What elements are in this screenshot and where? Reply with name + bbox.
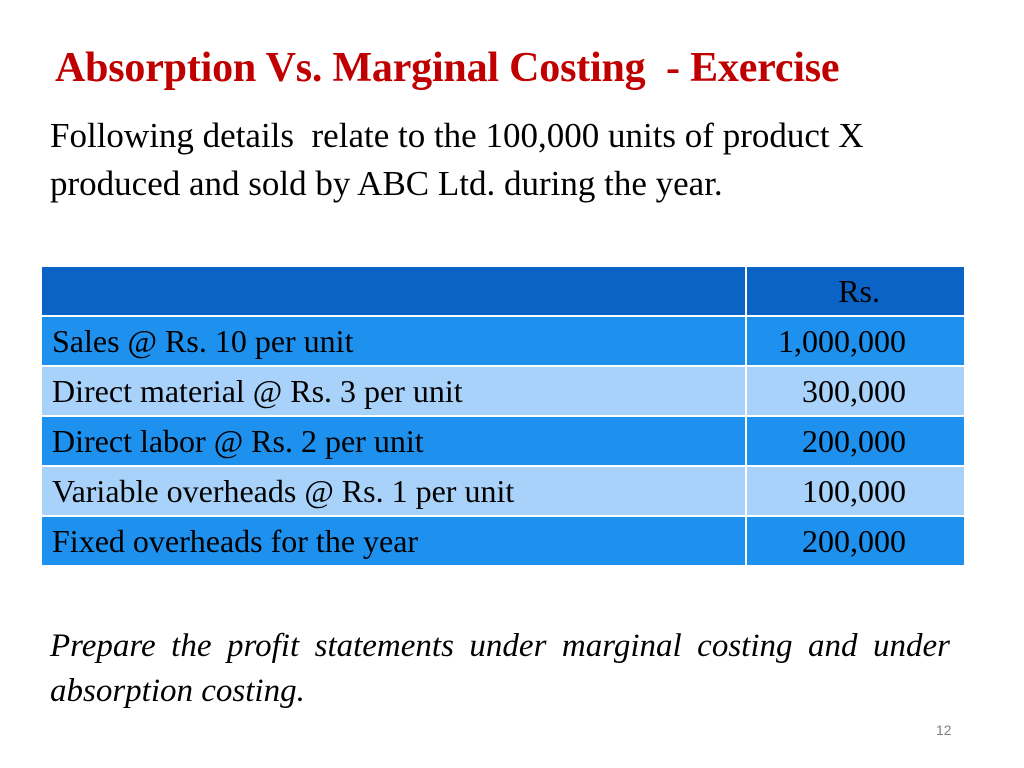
row-description: Direct labor @ Rs. 2 per unit: [42, 416, 746, 466]
intro-text: Following details relate to the 100,000 units of product X produced and sold by ABC Ltd. during the year.: [50, 116, 873, 203]
row-amount: 1,000,000: [746, 316, 964, 366]
row-description: Sales @ Rs. 10 per unit: [42, 316, 746, 366]
header-amount-cell: Rs.: [746, 267, 964, 316]
table-row: [42, 416, 964, 466]
page-number: 12: [936, 722, 952, 738]
exercise-question: Prepare the profit statements under marginal costing and under absorption costing.: [50, 628, 950, 709]
table-row: [42, 316, 964, 366]
table-row: [42, 516, 964, 566]
table-header: [42, 267, 964, 316]
cost-details-table: [42, 267, 964, 567]
row-amount: 100,000: [746, 466, 964, 516]
table-body: [42, 316, 964, 566]
table-header-row: [42, 267, 964, 316]
row-amount: 200,000: [746, 516, 964, 566]
header-description-cell: [42, 267, 746, 316]
table-row: [42, 466, 964, 516]
row-description: Fixed overheads for the year: [42, 516, 746, 566]
slide-title: Absorption Vs. Marginal Costing - Exercise: [55, 45, 840, 91]
row-description: Direct material @ Rs. 3 per unit: [42, 366, 746, 416]
row-amount: 200,000: [746, 416, 964, 466]
row-description: Variable overheads @ Rs. 1 per unit: [42, 466, 746, 516]
row-amount: 300,000: [746, 366, 964, 416]
table-row: [42, 366, 964, 416]
